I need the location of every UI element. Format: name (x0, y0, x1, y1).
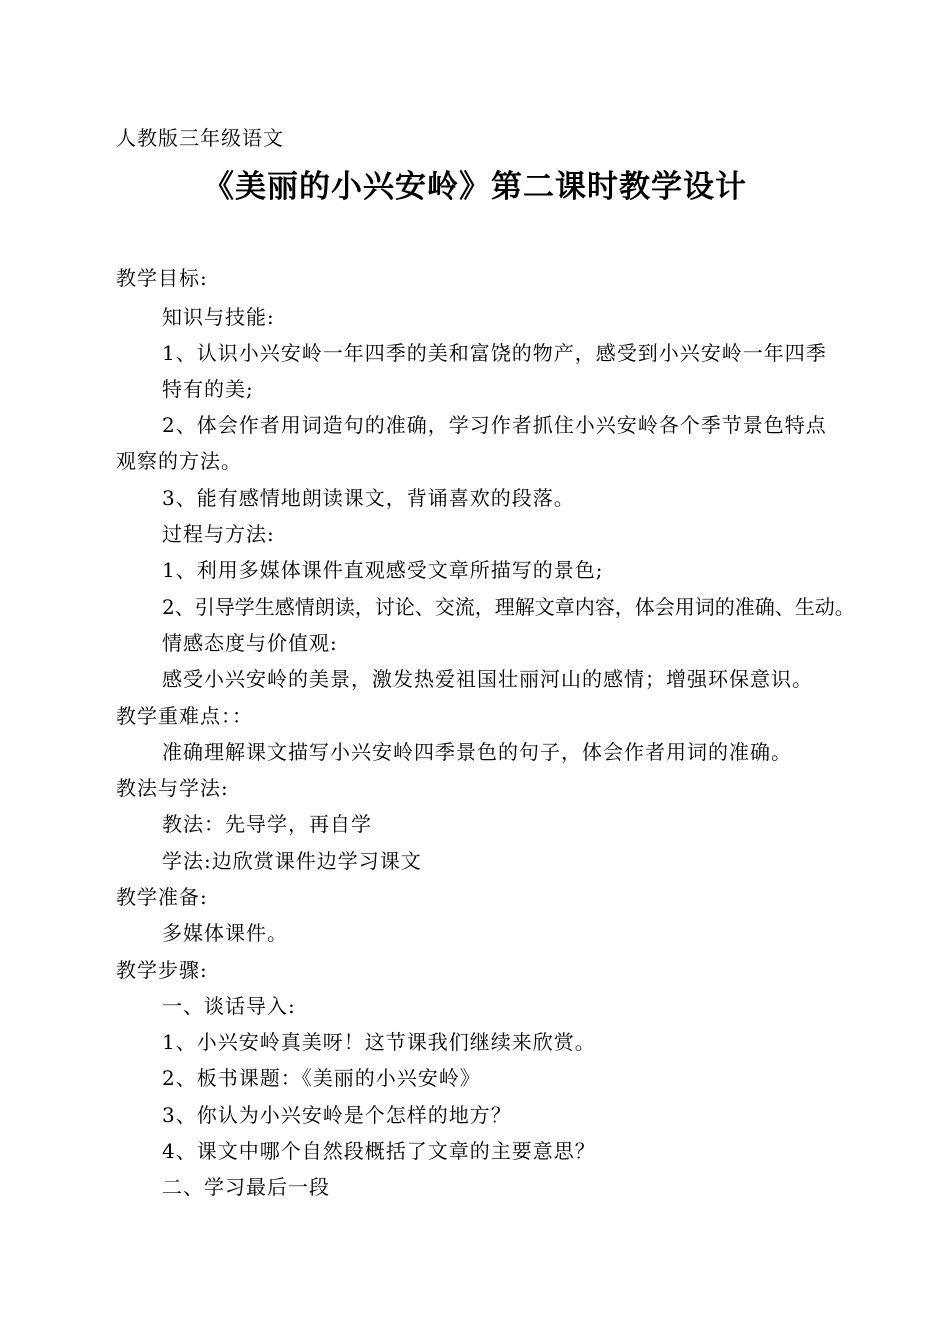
knowledge-item-1: 1、认识小兴安岭一年四季的美和富饶的物产，感受到小兴安岭一年四季 (162, 341, 827, 365)
teaching-method: 教法：先导学，再自学 (162, 812, 372, 836)
knowledge-item-2-cont: 观察的方法。 (116, 449, 242, 473)
learning-method: 学法:边欣赏课件边学习课文 (162, 849, 422, 873)
step-part-1-heading: 一、谈话导入: (162, 994, 296, 1018)
knowledge-item-1-cont: 特有的美; (162, 377, 254, 401)
preparation-text: 多媒体课件。 (162, 921, 288, 945)
key-points-text: 准确理解课文描写小兴安岭四季景色的句子，体会作者用词的准确。 (162, 740, 792, 764)
methods-heading: 教法与学法: (116, 776, 229, 800)
knowledge-heading: 知识与技能: (162, 305, 275, 329)
key-points-heading: 教学重难点：： (116, 704, 253, 728)
knowledge-item-3: 3、能有感情地朗读课文，背诵喜欢的段落。 (162, 486, 575, 510)
process-heading: 过程与方法: (162, 522, 275, 546)
process-item-2: 2、引导学生感情朗读，讨论、交流，理解文章内容，体会用词的准确、生动。 (162, 595, 855, 619)
objectives-heading: 教学目标: (116, 266, 208, 290)
emotion-heading: 情感态度与价值观: (162, 631, 338, 655)
subject-label: 人教版三年级语文 (116, 126, 284, 150)
step-item-4: 4、课文中哪个自然段概括了文章的主要意思？ (162, 1139, 596, 1163)
emotion-item-1: 感受小兴安岭的美景，激发热爱祖国壮丽河山的感情；增强环保意识。 (162, 667, 813, 691)
step-item-2: 2、板书课题：《美丽的小兴安岭》 (162, 1066, 481, 1090)
document-title: 《美丽的小兴安岭》第二课时教学设计 (203, 169, 747, 205)
process-item-1: 1、利用多媒体课件直观感受文章所描写的景色; (162, 558, 604, 582)
preparation-heading: 教学准备: (116, 885, 208, 909)
step-item-3: 3、你认为小兴安岭是个怎样的地方？ (162, 1103, 512, 1127)
step-item-1: 1、小兴安岭真美呀！这节课我们继续来欣赏。 (162, 1030, 596, 1054)
step-part-2-heading: 二、学习最后一段 (162, 1175, 330, 1199)
knowledge-item-2: 2、体会作者用词造句的准确，学习作者抓住小兴安岭各个季节景色特点 (162, 413, 827, 437)
steps-heading: 教学步骤: (116, 958, 208, 982)
